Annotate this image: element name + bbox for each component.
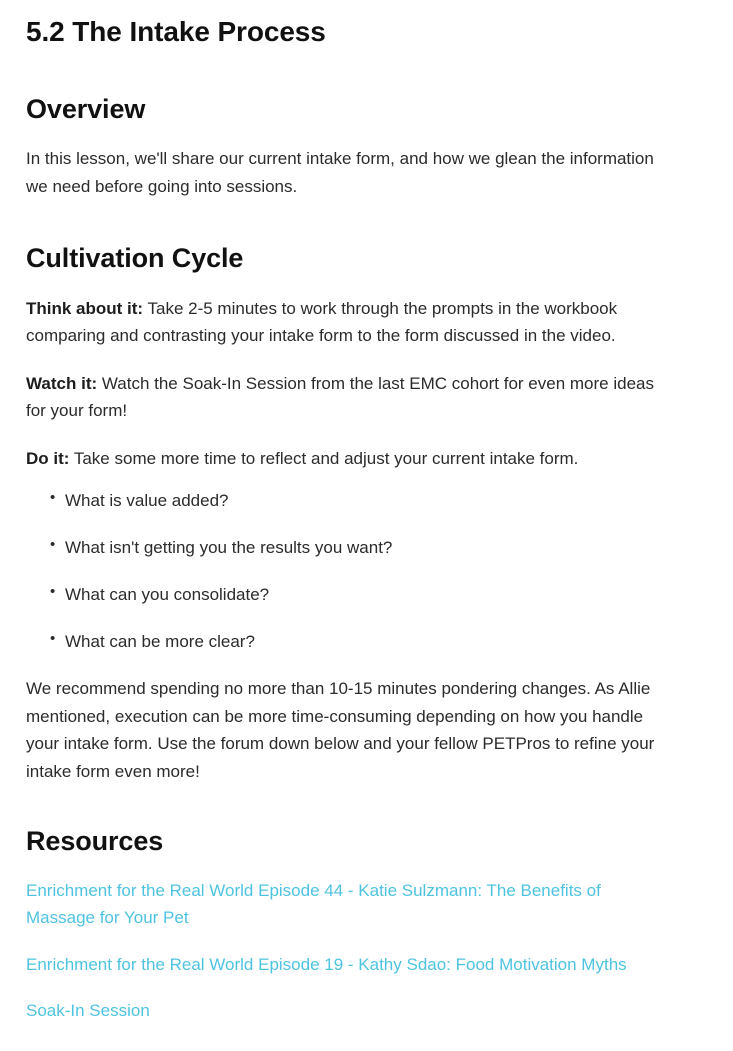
do-it-paragraph <box>26 425 674 473</box>
closing-paragraph: We recommend spending no more than 10-15 minutes pondering changes. As Allie mentioned, execution can be more time-consuming depending on how you handle your intake form. Use the forum down below and your fellow PETPros to refine your intake form even more! <box>26 679 655 781</box>
section-heading-cultivation-cycle: Cultivation Cycle <box>26 243 244 274</box>
list-item: • What can you consolidate? <box>26 581 693 608</box>
do-it-text: Take some more time to reflect and adjust your current intake form. <box>69 448 579 468</box>
list-item: • What isn't getting you the results you want? <box>26 534 693 561</box>
page-title: 5.2 The Intake Process <box>26 16 326 47</box>
do-it-label: Do it: <box>26 448 70 468</box>
think-about-it-paragraph <box>26 275 674 350</box>
watch-it-paragraph <box>26 350 674 425</box>
think-about-it-label: Think about it: <box>26 298 144 318</box>
prompt-list <box>26 473 693 656</box>
section-heading-overview: Overview <box>26 94 146 124</box>
overview-paragraph: In this lesson, we'll share our current intake form, and how we glean the information we need before going into sessions. <box>26 149 654 196</box>
list-item: • What is value added? <box>26 487 693 514</box>
think-about-it-text: Take 2-5 minutes to work through the prompts in the workbook comparing and contrasting your intake form to the form discussed in the video. <box>26 298 618 346</box>
bottom-spacer <box>26 1025 693 1051</box>
watch-it-label: Watch it: <box>26 373 98 393</box>
list-item: • What can be more clear? <box>26 628 693 655</box>
resource-link-soak-in-session[interactable]: Soak-In Session <box>26 1001 150 1021</box>
resource-link-episode-19[interactable]: Enrichment for the Real World Episode 19 - Kathy Sdao: Food Motivation Myths <box>26 954 627 974</box>
section-heading-resources: Resources <box>26 826 164 857</box>
watch-it-text: Watch the Soak-In Session from the last EMC cohort for even more ideas for your form! <box>26 373 654 421</box>
resource-link-episode-44[interactable]: Enrichment for the Real World Episode 44 - Katie Sulzmann: The Benefits of Massage for Your Pet <box>26 880 601 928</box>
